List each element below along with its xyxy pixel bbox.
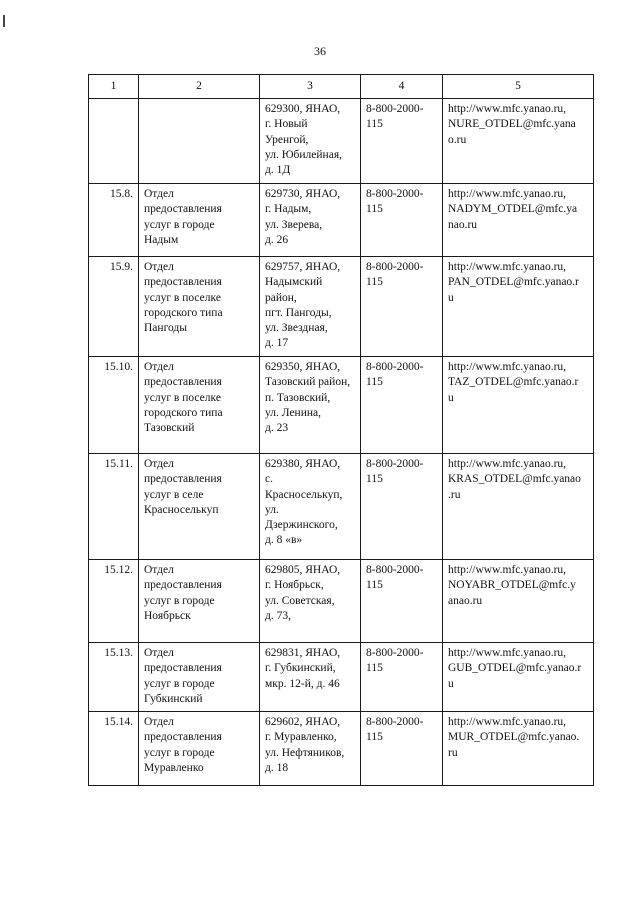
- office-contacts: http://www.mfc.yanao.ru, NOYABR_OTDEL@mfc.y anao.ru: [443, 560, 594, 643]
- table-row: [89, 184, 594, 257]
- table-row: [89, 357, 594, 454]
- office-contacts: http://www.mfc.yanao.ru, KRAS_OTDEL@mfc.yanao .ru: [443, 454, 594, 560]
- office-phone: 8-800-2000- 115: [361, 560, 443, 643]
- column-header-3: 3: [260, 75, 361, 99]
- office-name: Отдел предоставления услуг в селе Красноселькуп: [139, 454, 260, 560]
- scan-edge-mark: [3, 15, 5, 27]
- table-row: [89, 99, 594, 184]
- office-phone: 8-800-2000- 115: [361, 257, 443, 357]
- column-header-1: 1: [89, 75, 139, 99]
- office-contacts: http://www.mfc.yanao.ru, NADYM_OTDEL@mfc.ya nao.ru: [443, 184, 594, 257]
- row-number: 15.14.: [89, 712, 139, 786]
- office-name: Отдел предоставления услуг в поселке городского типа Пангоды: [139, 257, 260, 357]
- office-phone: 8-800-2000- 115: [361, 643, 443, 712]
- row-number: [89, 99, 139, 184]
- page-number: 36: [314, 44, 326, 58]
- office-name: [139, 99, 260, 184]
- mfc-offices-table: [88, 74, 594, 786]
- office-contacts: http://www.mfc.yanao.ru, NURE_OTDEL@mfc.yana o.ru: [443, 99, 594, 184]
- office-phone: 8-800-2000- 115: [361, 99, 443, 184]
- table-row: [89, 712, 594, 786]
- table-row: [89, 560, 594, 643]
- table-row: [89, 454, 594, 560]
- office-name: Отдел предоставления услуг в поселке городского типа Тазовский: [139, 357, 260, 454]
- office-phone: 8-800-2000- 115: [361, 357, 443, 454]
- office-phone: 8-800-2000- 115: [361, 454, 443, 560]
- row-number: 15.12.: [89, 560, 139, 643]
- office-address: 629300, ЯНАО, г. Новый Уренгой, ул. Юбилейная, д. 1Д: [260, 99, 361, 184]
- office-name: Отдел предоставления услуг в городе Муравленко: [139, 712, 260, 786]
- office-address: 629350, ЯНАО, Тазовский район, п. Тазовский, ул. Ленина, д. 23: [260, 357, 361, 454]
- row-number: 15.11.: [89, 454, 139, 560]
- row-number: 15.9.: [89, 257, 139, 357]
- office-contacts: http://www.mfc.yanao.ru, GUB_OTDEL@mfc.yanao.r u: [443, 643, 594, 712]
- office-address: 629831, ЯНАО, г. Губкинский, мкр. 12-й, д. 46: [260, 643, 361, 712]
- office-address: 629730, ЯНАО, г. Надым, ул. Зверева, д. 26: [260, 184, 361, 257]
- office-name: Отдел предоставления услуг в городе Надым: [139, 184, 260, 257]
- row-number: 15.13.: [89, 643, 139, 712]
- row-number: 15.10.: [89, 357, 139, 454]
- column-header-5: 5: [443, 75, 594, 99]
- office-contacts: http://www.mfc.yanao.ru, MUR_OTDEL@mfc.yanao. ru: [443, 712, 594, 786]
- office-address: 629805, ЯНАО, г. Ноябрьск, ул. Советская, д. 73,: [260, 560, 361, 643]
- table-row: [89, 257, 594, 357]
- office-phone: 8-800-2000- 115: [361, 712, 443, 786]
- table-header-row: [89, 75, 594, 99]
- office-name: Отдел предоставления услуг в городе Ноябрьск: [139, 560, 260, 643]
- office-phone: 8-800-2000- 115: [361, 184, 443, 257]
- column-header-2: 2: [139, 75, 260, 99]
- office-contacts: http://www.mfc.yanao.ru, TAZ_OTDEL@mfc.yanao.r u: [443, 357, 594, 454]
- row-number: 15.8.: [89, 184, 139, 257]
- table-row: [89, 643, 594, 712]
- office-address: 629380, ЯНАО, с. Красноселькуп, ул. Дзержинского, д. 8 «в»: [260, 454, 361, 560]
- office-address: 629757, ЯНАО, Надымский район, пгт. Пангоды, ул. Звездная, д. 17: [260, 257, 361, 357]
- office-contacts: http://www.mfc.yanao.ru, PAN_OTDEL@mfc.yanao.r u: [443, 257, 594, 357]
- office-address: 629602, ЯНАО, г. Муравленко, ул. Нефтяников, д. 18: [260, 712, 361, 786]
- office-name: Отдел предоставления услуг в городе Губкинский: [139, 643, 260, 712]
- column-header-4: 4: [361, 75, 443, 99]
